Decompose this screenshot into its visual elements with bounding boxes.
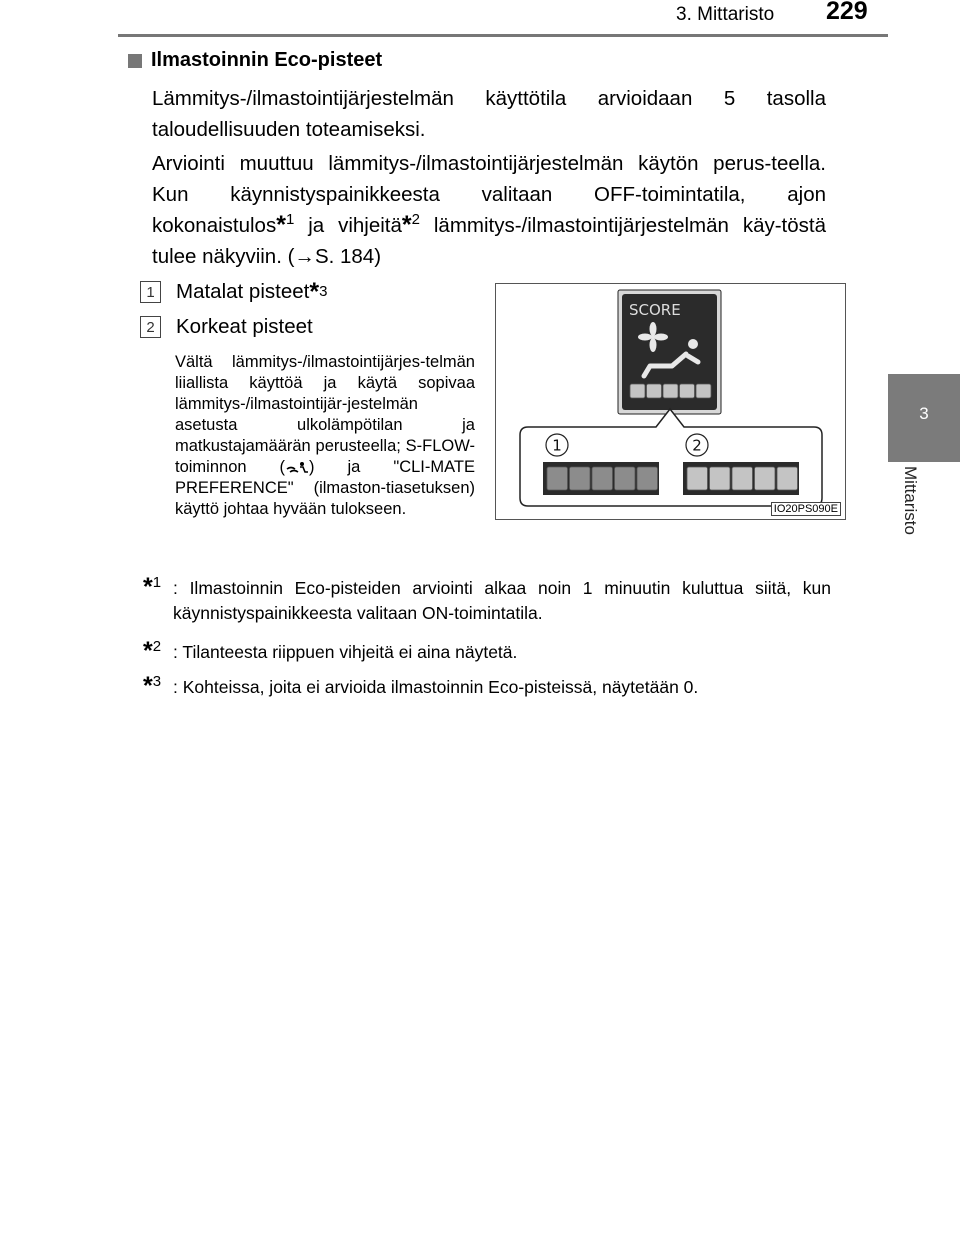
chapter-title: 3. Mittaristo	[676, 4, 775, 25]
square-bullet-icon	[128, 54, 142, 68]
side-tab-label: Mittaristo	[901, 466, 920, 535]
footnote-text: : Ilmastoinnin Eco-pisteiden arviointi alkaa noin 1 minuutin kuluttua siitä, kun käynnistyspainikkeesta valitaan ON-toimintatila.	[173, 578, 831, 623]
score-tile-filled	[687, 467, 708, 490]
footnote-1	[143, 573, 831, 626]
score-tile-empty	[615, 467, 636, 490]
footnote-star: *	[143, 637, 153, 665]
intro-paragraph: Lämmitys-/ilmastointijärjestelmän käyttötila arvioidaan 5 tasolla taloudellisuuden toteamiseksi.	[152, 87, 826, 141]
eco-score-illustration	[496, 284, 845, 519]
advice-text-a: Vältä lämmitys-/ilmastointijärjes-telmän liiallista käyttöä ja käytä sopivaa lämmitys-/ilmastointijär-jestelmän asetusta ulkolämpötilan ja matkustajamäärän perusteella; S-FLOW-toiminnon (	[175, 353, 475, 476]
score-tile-filled	[680, 384, 695, 398]
footnote-star: *	[143, 573, 153, 601]
footnote-number: 3	[152, 673, 162, 691]
score-tile-filled	[732, 467, 753, 490]
score-tile-filled	[630, 384, 645, 398]
footnote-2	[143, 637, 831, 665]
callout-number-2: 2	[692, 436, 702, 455]
advice-text-b: ) ja "CLI-MATE PREFERENCE" (ilmaston-tiasetuksen) käyttö johtaa hyvään tulokseen.	[175, 458, 475, 518]
callout-number: 1	[140, 281, 161, 303]
score-tile-empty	[592, 467, 613, 490]
score-tile-filled	[696, 384, 711, 398]
page-number: 229	[826, 0, 868, 25]
footnote-star: *	[276, 211, 286, 239]
score-tile-empty	[637, 467, 658, 490]
score-tile-empty	[547, 467, 568, 490]
score-tile-filled	[663, 384, 678, 398]
section-heading	[128, 49, 382, 72]
page-reference: S. 184)	[314, 245, 382, 268]
footnote-ref-1: 1	[285, 211, 295, 229]
header-rule	[118, 34, 888, 37]
high-score-tiles	[687, 467, 798, 490]
s-flow-icon	[285, 460, 309, 474]
description-paragraph	[152, 148, 826, 272]
footnote-number: 1	[152, 574, 162, 592]
footnote-text: : Kohteissa, joita ei arvioida ilmastoinnin Eco-pisteissä, näytetään 0.	[173, 677, 699, 697]
arrow-icon: →	[294, 245, 315, 268]
para-text-a: Arviointi muuttuu lämmitys-/ilmastointijärjestelmän käytön perus-teella. Kun käynnistyspainikkeesta valitaan OFF-toimintatila, ajon kokonaistulos	[152, 152, 826, 237]
callout-number: 2	[140, 316, 161, 338]
callout-number-1: 1	[552, 436, 562, 455]
score-tile-filled	[647, 384, 662, 398]
para-text-c: lämmitys-/ilmastointijärjestelmän käy-töstä tulee näkyviin. (	[152, 214, 826, 268]
section-title: Ilmastoinnin Eco-pisteet	[151, 49, 383, 71]
list-item-label: Matalat pisteet	[176, 280, 310, 303]
eco-score-figure	[495, 283, 846, 520]
screen-score-tiles	[630, 384, 711, 398]
score-tile-filled	[710, 467, 731, 490]
footnote-star: *	[143, 672, 153, 700]
score-tile-filled	[777, 467, 798, 490]
score-tile-filled	[755, 467, 776, 490]
side-tab-number: 3	[919, 404, 929, 423]
footnote-3	[143, 672, 831, 700]
list-item-low-score: 1 Matalat pisteet * 3	[140, 280, 327, 304]
list-item-label: Korkeat pisteet	[176, 315, 313, 338]
footnote-ref-2: 2	[411, 211, 420, 229]
footnote-star: *	[401, 211, 412, 239]
footnote-text: : Tilanteesta riippuen vihjeitä ei aina näytetä.	[173, 642, 518, 662]
list-item-high-score	[140, 315, 313, 339]
advice-paragraph	[175, 352, 475, 520]
footnote-number: 2	[152, 638, 162, 656]
figure-code: IO20PS090E	[771, 502, 841, 516]
score-label: SCORE	[629, 301, 681, 319]
para-text-b: ja vihjeitä	[294, 214, 402, 237]
low-score-tiles	[547, 467, 658, 490]
score-tile-empty	[570, 467, 591, 490]
